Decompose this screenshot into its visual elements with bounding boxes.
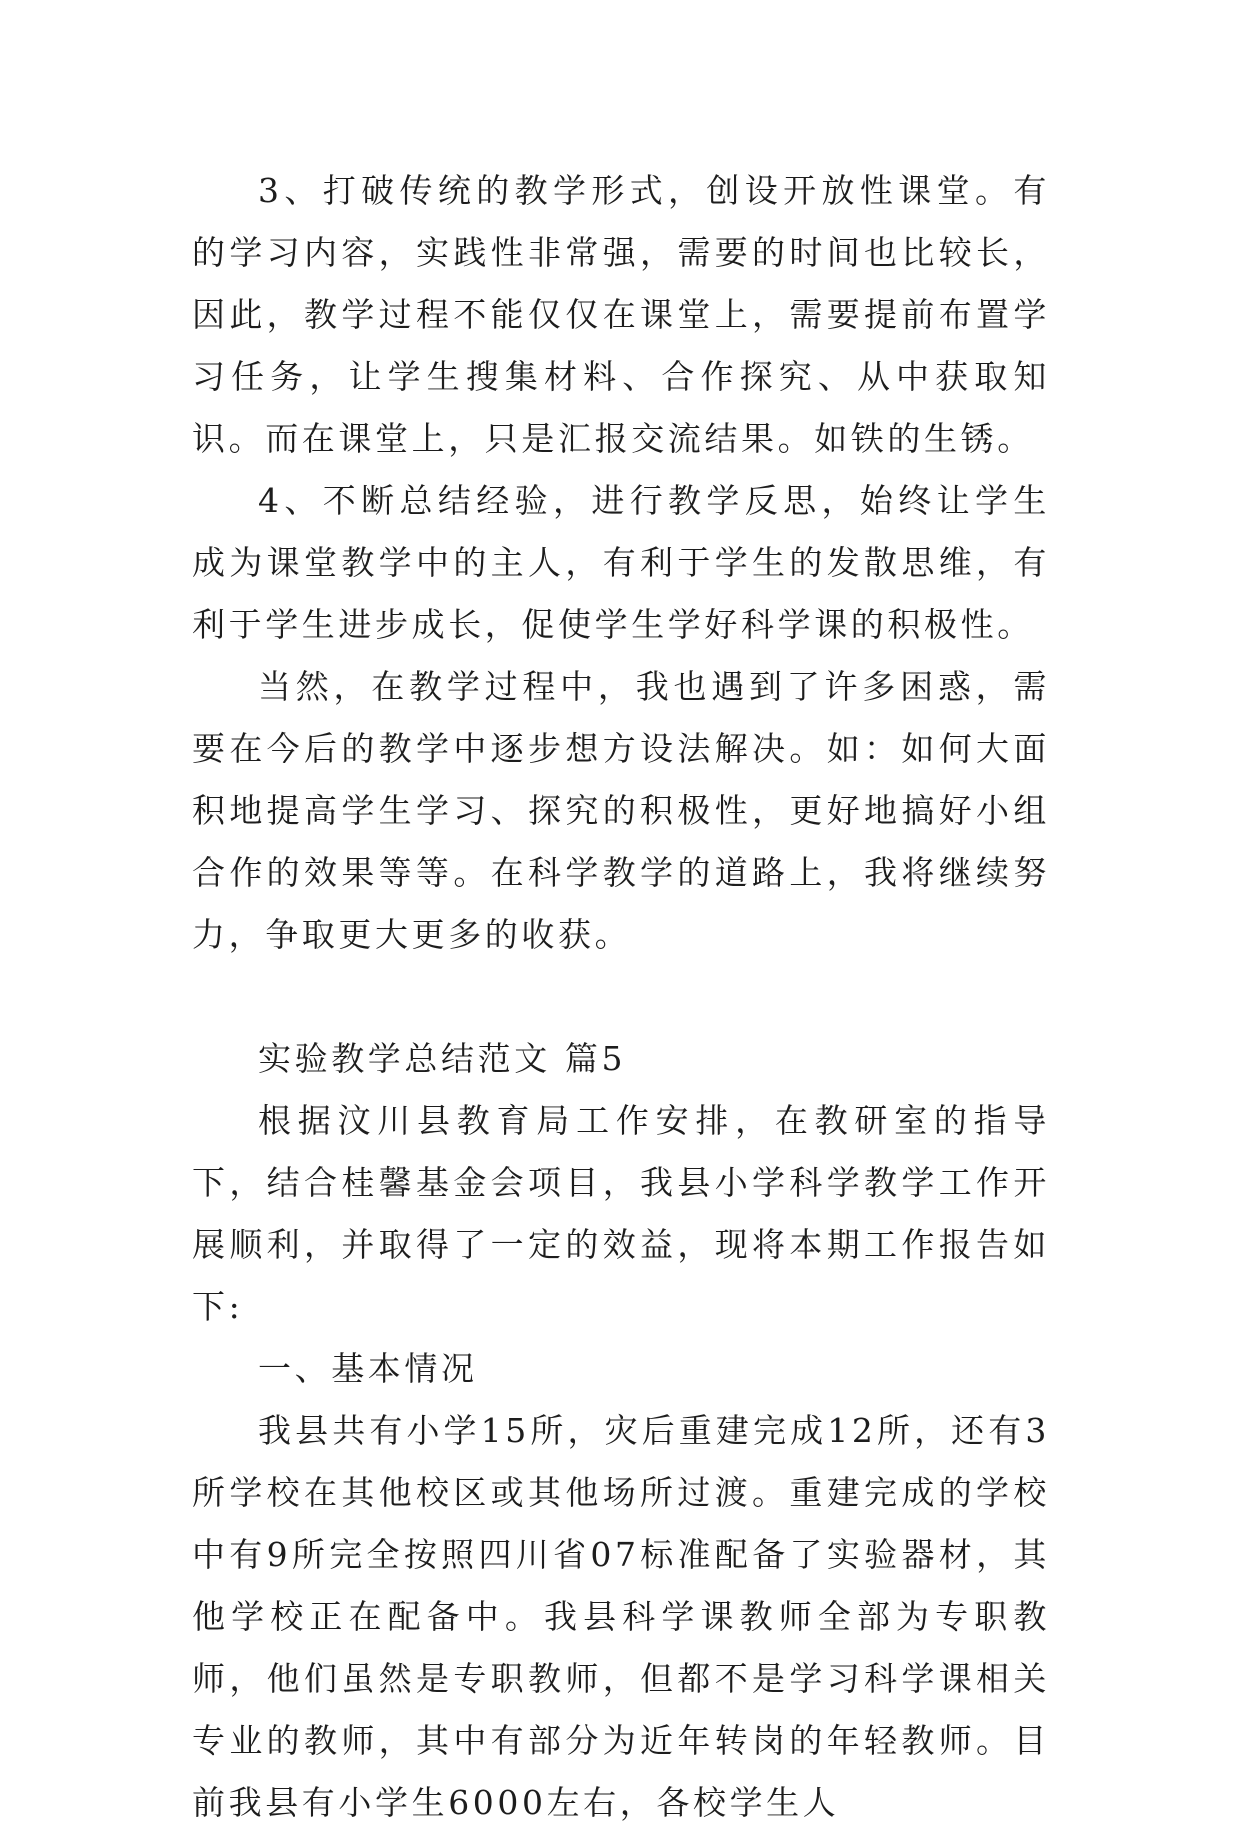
paragraph-conclusion: 当然，在教学过程中，我也遇到了许多困惑，需要在今后的教学中逐步想方设法解决。如：如何大面积地提高学生学习、探究的积极性，更好地搞好小组合作的效果等等。在科学教学的道路上，我将继续努力，争取更大更多的收获。 [192, 667, 1050, 954]
subheading-basic-situation: 一、基本情况 [258, 1349, 478, 1388]
paragraph-basic-situation: 我县共有小学15所，灾后重建完成12所，还有3所学校在其他校区或其他场所过渡。重建完成的学校中有9所完全按照四川省07标准配备了实验器材，其他学校正在配备中。我县科学课教师全部为专职教师，他们虽然是专职教师，但都不是学习科学课相关专业的教师，其中有部分为近年转岗的年轻教师。目前我县有小学生6000左右，各校学生人 [192, 1411, 1050, 1822]
section-spacer [192, 966, 1050, 1028]
section-title: 实验教学总结范文 篇5 [258, 1039, 627, 1078]
paragraph-3-open-classroom: 3、打破传统的教学形式，创设开放性课堂。有的学习内容，实践性非常强，需要的时间也比较长，因此，教学过程不能仅仅在课堂上，需要提前布置学习任务，让学生搜集材料、合作探究、从中获取知识。而在课堂上，只是汇报交流结果。如铁的生锈。 [192, 171, 1050, 458]
paragraph-intro: 根据汶川县教育局工作安排，在教研室的指导下，结合桂馨基金会项目，我县小学科学教学工作开展顺利，并取得了一定的效益，现将本期工作报告如下: [192, 1101, 1050, 1326]
paragraph-4-reflection: 4、不断总结经验，进行教学反思，始终让学生成为课堂教学中的主人，有利于学生的发散思维，有利于学生进步成长，促使学生学好科学课的积极性。 [192, 481, 1050, 644]
document-body [192, 160, 1050, 1834]
